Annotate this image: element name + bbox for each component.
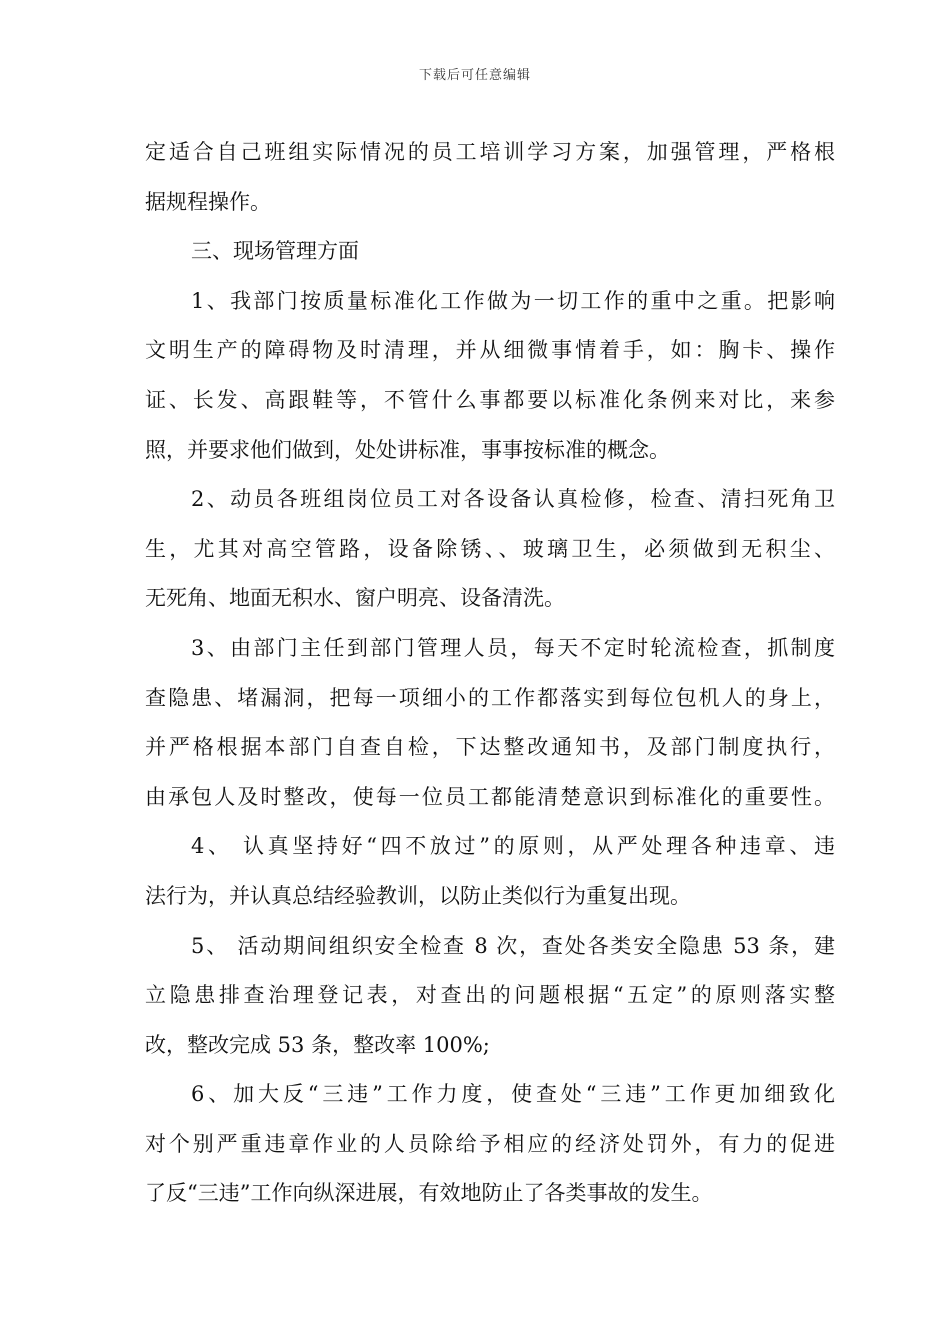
text-line: 生，尤其对高空管路，设备除锈、、玻璃卫生，必须做到无积尘、 — [145, 536, 835, 561]
text-line: 由承包人及时整改，使每一位员工都能清楚意识到标准化的重要性。 — [145, 784, 835, 809]
text-line: 改，整改完成 53 条，整改率 100%; — [145, 1032, 490, 1057]
text-line: 6、加大反“三违”工作力度，使查处“三违”工作更加细致化 — [191, 1082, 835, 1107]
text-line: 据规程操作。 — [145, 189, 271, 214]
text-line: 定适合自己班组实际情况的员工培训学习方案，加强管理，严格根 — [145, 140, 835, 164]
text-line: 证、长发、高跟鞋等，不管什么事都要以标准化条例来对比，来参 — [145, 387, 835, 412]
text-line: 三、现场管理方面 — [191, 239, 359, 264]
text-line: 对个别严重违章作业的人员除给予相应的经济处罚外，有力的促进 — [145, 1131, 835, 1156]
text-line: 2、动员各班组岗位员工对各设备认真检修，检查、清扫死角卫 — [191, 487, 835, 512]
document-body — [145, 128, 835, 1219]
text-line: 文明生产的障碍物及时清理，并从细微事情着手，如：胸卡、操作 — [145, 338, 835, 363]
page-header: 下载后可任意编辑 — [418, 68, 531, 83]
text-line: 查隐患、堵漏洞，把每一项细小的工作都落实到每位包机人的身上， — [145, 685, 835, 710]
text-line: 了反“三违”工作向纵深进展，有效地防止了各类事故的发生。 — [145, 1181, 713, 1206]
text-line: 并严格根据本部门自查自检，下达整改通知书，及部门制度执行， — [145, 735, 835, 760]
text-line: 3、由部门主任到部门管理人员，每天不定时轮流检查，抓制度 — [191, 635, 835, 660]
text-line: 照，并要求他们做到，处处讲标准，事事按标准的概念。 — [145, 437, 670, 462]
text-line: 5、 活动期间组织安全检查 8 次，查处各类安全隐患 53 条，建 — [191, 933, 835, 958]
text-line: 4、 认真坚持好“四不放过”的原则，从严处理各种违章、违 — [191, 834, 835, 859]
text-line: 无死角、地面无积水、窗户明亮、设备清洗。 — [145, 586, 565, 611]
text-line: 立隐患排查治理登记表，对查出的问题根据“五定”的原则落实整 — [145, 983, 835, 1008]
text-line: 法行为，并认真总结经验教训，以防止类似行为重复出现。 — [145, 883, 691, 908]
text-line: 1、我部门按质量标准化工作做为一切工作的重中之重。把影响 — [191, 288, 835, 313]
